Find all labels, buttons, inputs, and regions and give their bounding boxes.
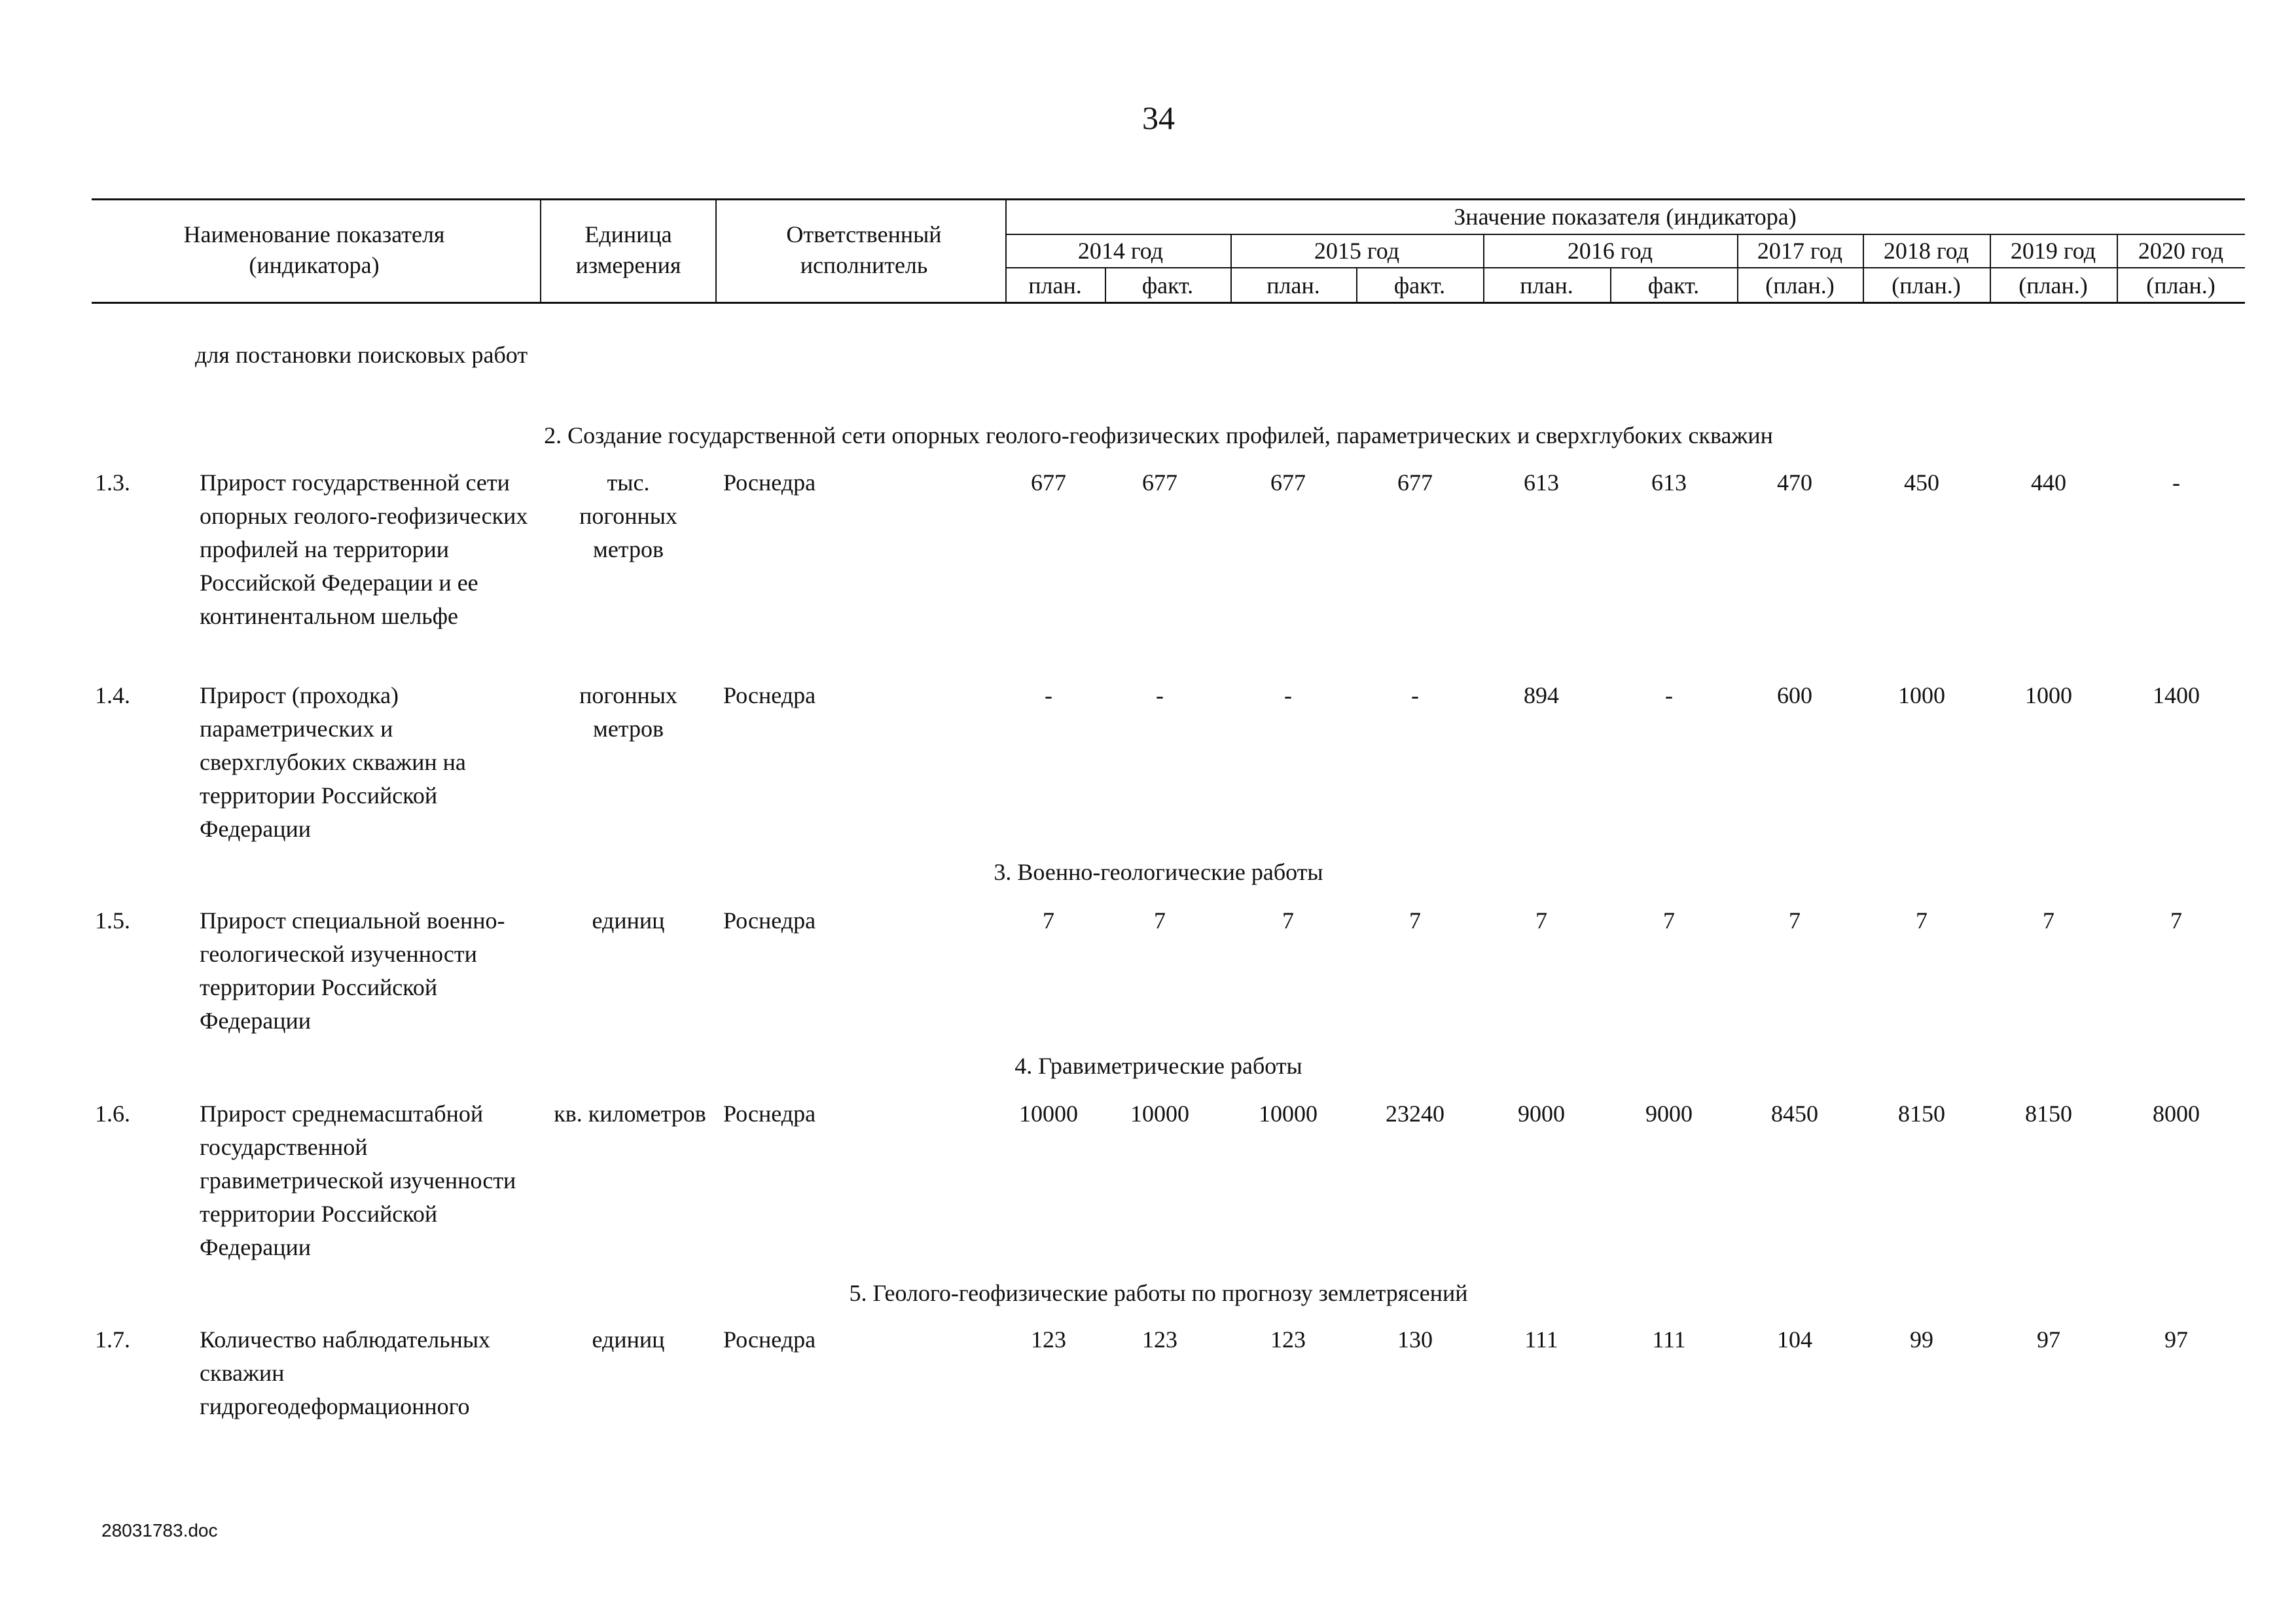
value-2016-plan: 7 [1535, 907, 1547, 934]
unit: единиц [592, 907, 665, 934]
value-2015-fact: 130 [1397, 1326, 1433, 1353]
row-number: 1.5. [95, 907, 130, 934]
header-2020-plan: (план.) [2146, 272, 2215, 299]
responsible: Роснедра [723, 1101, 816, 1127]
indicator-name: Количество наблюдательных скважин гидрогеодеформационного [200, 1326, 491, 1419]
year-row-rule [1005, 267, 2245, 268]
value-2020-plan: 97 [2164, 1326, 2188, 1353]
value-2014-plan: 677 [1031, 469, 1066, 496]
value-2014-fact: 7 [1154, 907, 1166, 934]
header-year-2014: 2014 год [1077, 238, 1164, 264]
value-2019-plan: 97 [2037, 1326, 2060, 1353]
header-year-2020: 2020 год [2138, 238, 2224, 264]
header-2019-plan: (план.) [2018, 272, 2088, 299]
section-title: 3. Военно-геологические работы [994, 859, 1323, 885]
value-2017-plan: 600 [1777, 682, 1812, 708]
value-2019-plan: 1000 [2025, 682, 2072, 708]
section-title: 4. Гравиметрические работы [1014, 1053, 1302, 1079]
unit: единиц [592, 1326, 665, 1353]
value-2016-fact: 613 [1651, 469, 1687, 496]
value-2016-plan: 894 [1524, 682, 1559, 708]
page-number: 34 [1142, 100, 1175, 136]
header-year-2015: 2015 год [1314, 238, 1400, 264]
row-number: 1.3. [95, 469, 130, 496]
value-2017-plan: 8450 [1771, 1101, 1818, 1127]
value-2015-fact: - [1411, 682, 1419, 708]
indicator-name: Прирост (проходка) параметрических и сверхглубоких скважин на территории Российской Федерации [200, 682, 466, 842]
indicator-name: Прирост среднемасштабной государственной гравиметрической изученности территории Российской Федерации [200, 1101, 516, 1260]
value-2015-fact: 7 [1409, 907, 1421, 934]
value-2014-plan: 7 [1043, 907, 1054, 934]
row-number: 1.4. [95, 682, 130, 708]
value-2020-plan: - [2172, 469, 2180, 496]
value-2016-fact: - [1665, 682, 1673, 708]
value-2020-plan: 1400 [2153, 682, 2200, 708]
indicator-name: Прирост специальной военно-геологической изученности территории Российской Федерации [200, 907, 505, 1034]
value-2019-plan: 440 [2031, 469, 2066, 496]
value-2016-fact: 7 [1663, 907, 1675, 934]
carryover-text: для постановки поисковых работ [195, 342, 528, 368]
header-2018-plan: (план.) [1892, 272, 1961, 299]
value-2014-plan: - [1045, 682, 1052, 708]
value-2015-plan: 677 [1270, 469, 1306, 496]
header-2014-fact: факт. [1141, 272, 1194, 299]
value-2015-fact: 677 [1397, 469, 1433, 496]
header-bottom-rule [92, 302, 2245, 304]
value-2019-plan: 7 [2043, 907, 2054, 934]
indicator-name: Прирост государственной сети опорных геолого-геофизических профилей на территории Российской Федерации и ее континентальном шельфе [200, 469, 528, 629]
header-2017-plan: (план.) [1765, 272, 1835, 299]
value-2014-plan: 10000 [1019, 1101, 1078, 1127]
value-2018-plan: 7 [1916, 907, 1928, 934]
value-2014-fact: - [1156, 682, 1164, 708]
value-2014-fact: 10000 [1130, 1101, 1189, 1127]
value-2014-fact: 677 [1142, 469, 1177, 496]
responsible: Роснедра [723, 469, 816, 496]
value-2018-plan: 8150 [1898, 1101, 1945, 1127]
value-2020-plan: 7 [2170, 907, 2182, 934]
col-divider-responsible [715, 198, 717, 303]
section-title: 2. Создание государственной сети опорных геолого-геофизических профилей, параметрических и сверхглубоких скважин [544, 422, 1773, 448]
row-number: 1.7. [95, 1326, 130, 1353]
responsible: Роснедра [723, 682, 816, 708]
header-2015-fact: факт. [1393, 272, 1446, 299]
value-2015-plan: 7 [1282, 907, 1294, 934]
value-group-rule [1005, 234, 2245, 235]
header-unit: Единица измерения [575, 221, 681, 278]
value-2014-fact: 123 [1142, 1326, 1177, 1353]
header-value-group: Значение показателя (индикатора) [1454, 204, 1797, 230]
value-2017-plan: 470 [1777, 469, 1812, 496]
value-2020-plan: 8000 [2153, 1101, 2200, 1127]
value-2016-plan: 9000 [1518, 1101, 1565, 1127]
value-2016-plan: 111 [1524, 1326, 1558, 1353]
value-2018-plan: 1000 [1898, 682, 1945, 708]
col-divider-unit [540, 198, 541, 303]
unit: погонных метров [579, 682, 677, 742]
unit: тыс. погонных метров [579, 469, 677, 562]
unit: кв. километров [554, 1101, 706, 1127]
value-2017-plan: 7 [1789, 907, 1801, 934]
value-2015-plan: 10000 [1259, 1101, 1318, 1127]
value-2018-plan: 450 [1904, 469, 1939, 496]
value-2015-plan: 123 [1270, 1326, 1306, 1353]
header-2016-plan: план. [1520, 272, 1573, 299]
header-year-2019: 2019 год [2010, 238, 2096, 264]
value-2017-plan: 104 [1777, 1326, 1812, 1353]
value-2016-fact: 111 [1652, 1326, 1686, 1353]
header-year-2017: 2017 год [1757, 238, 1843, 264]
value-2015-plan: - [1284, 682, 1292, 708]
value-2019-plan: 8150 [2025, 1101, 2072, 1127]
row-number: 1.6. [95, 1101, 130, 1127]
header-year-2016: 2016 год [1567, 238, 1653, 264]
header-name: Наименование показателя (индикатора) [183, 221, 445, 278]
header-2015-plan: план. [1266, 272, 1320, 299]
header-top-rule [92, 198, 2245, 200]
responsible: Роснедра [723, 907, 816, 934]
value-2016-plan: 613 [1524, 469, 1559, 496]
header-2014-plan: план. [1028, 272, 1082, 299]
header-year-2018: 2018 год [1883, 238, 1969, 264]
value-2015-fact: 23240 [1386, 1101, 1444, 1127]
value-2016-fact: 9000 [1645, 1101, 1693, 1127]
section-title: 5. Геолого-геофизические работы по прогнозу землетрясений [849, 1280, 1468, 1306]
header-responsible: Ответственный исполнитель [786, 221, 942, 278]
responsible: Роснедра [723, 1326, 816, 1353]
value-2014-plan: 123 [1031, 1326, 1066, 1353]
value-2018-plan: 99 [1910, 1326, 1933, 1353]
document-code: 28031783.doc [101, 1520, 218, 1541]
header-2016-fact: факт. [1647, 272, 1700, 299]
